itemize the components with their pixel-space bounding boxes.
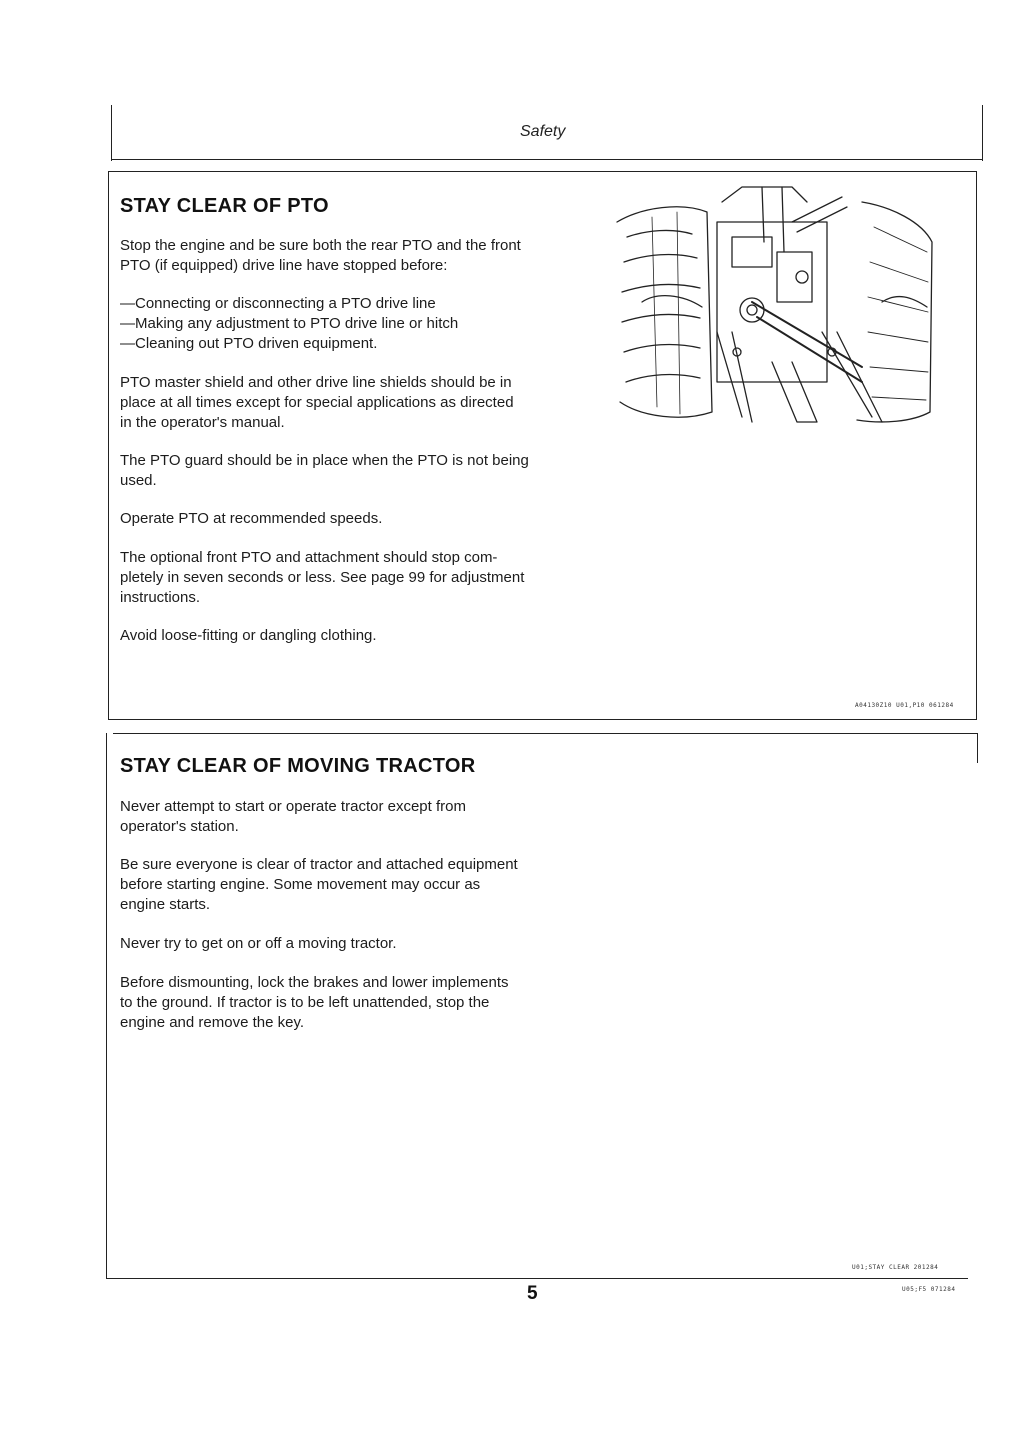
section2-bottom-rule bbox=[106, 1278, 968, 1279]
section1-paragraph-2: —Connecting or disconnecting a PTO drive line —Making any adjustment to PTO drive line or hitch —Cleaning out PTO driven equipment. bbox=[120, 295, 459, 352]
header-right-rule bbox=[982, 105, 983, 161]
section2-paragraph-1: Never attempt to start or operate tractor except from operator's station. bbox=[120, 798, 466, 835]
section1-heading: STAY CLEAR OF PTO bbox=[120, 195, 329, 217]
section1-paragraph-3: PTO master shield and other drive line shields should be in place at all times except for special applications as directed in the operator's manual. bbox=[120, 374, 514, 431]
section2-heading: STAY CLEAR OF MOVING TRACTOR bbox=[120, 755, 476, 777]
section1-top-rule bbox=[108, 171, 977, 172]
page-number: 5 bbox=[527, 1283, 538, 1304]
section-title: Safety bbox=[520, 123, 566, 140]
section1-left-rule bbox=[108, 171, 109, 720]
section2-paragraph-2: Be sure everyone is clear of tractor and attached equipment before starting engine. Some movement may occur as engine starts. bbox=[120, 856, 518, 913]
section1-paragraph-6: The optional front PTO and attachment should stop com- pletely in seven seconds or less. See page 99 for adjustment instructions. bbox=[120, 549, 525, 606]
section2-reference-code: U01;STAY CLEAR 201284 bbox=[852, 1264, 939, 1271]
section1-reference-code: A04130Z10 U01,P10 061284 bbox=[855, 702, 954, 709]
section1-paragraph-7: Avoid loose-fitting or dangling clothing. bbox=[120, 627, 377, 644]
header-bottom-rule bbox=[111, 159, 983, 160]
section2-left-rule bbox=[106, 733, 107, 1279]
section1-paragraph-1: Stop the engine and be sure both the rear PTO and the front PTO (if equipped) drive line have stopped before: bbox=[120, 237, 521, 274]
header-left-rule bbox=[111, 105, 112, 161]
section2-top-rule bbox=[113, 733, 978, 734]
section1-paragraph-5: Operate PTO at recommended speeds. bbox=[120, 510, 383, 527]
section2-paragraph-3: Never try to get on or off a moving tractor. bbox=[120, 935, 397, 952]
section2-paragraph-4: Before dismounting, lock the brakes and lower implements to the ground. If tractor is to be left unattended, stop the engine and remove the key. bbox=[120, 974, 509, 1031]
section2-right-rule bbox=[977, 733, 978, 763]
section1-bottom-rule bbox=[108, 719, 977, 720]
footer-reference-code: U05;F5 071284 bbox=[902, 1286, 956, 1293]
tractor-rear-pto-illustration-icon bbox=[612, 182, 936, 432]
section1-right-rule bbox=[976, 171, 977, 720]
section1-paragraph-4: The PTO guard should be in place when the PTO is not being used. bbox=[120, 452, 529, 489]
